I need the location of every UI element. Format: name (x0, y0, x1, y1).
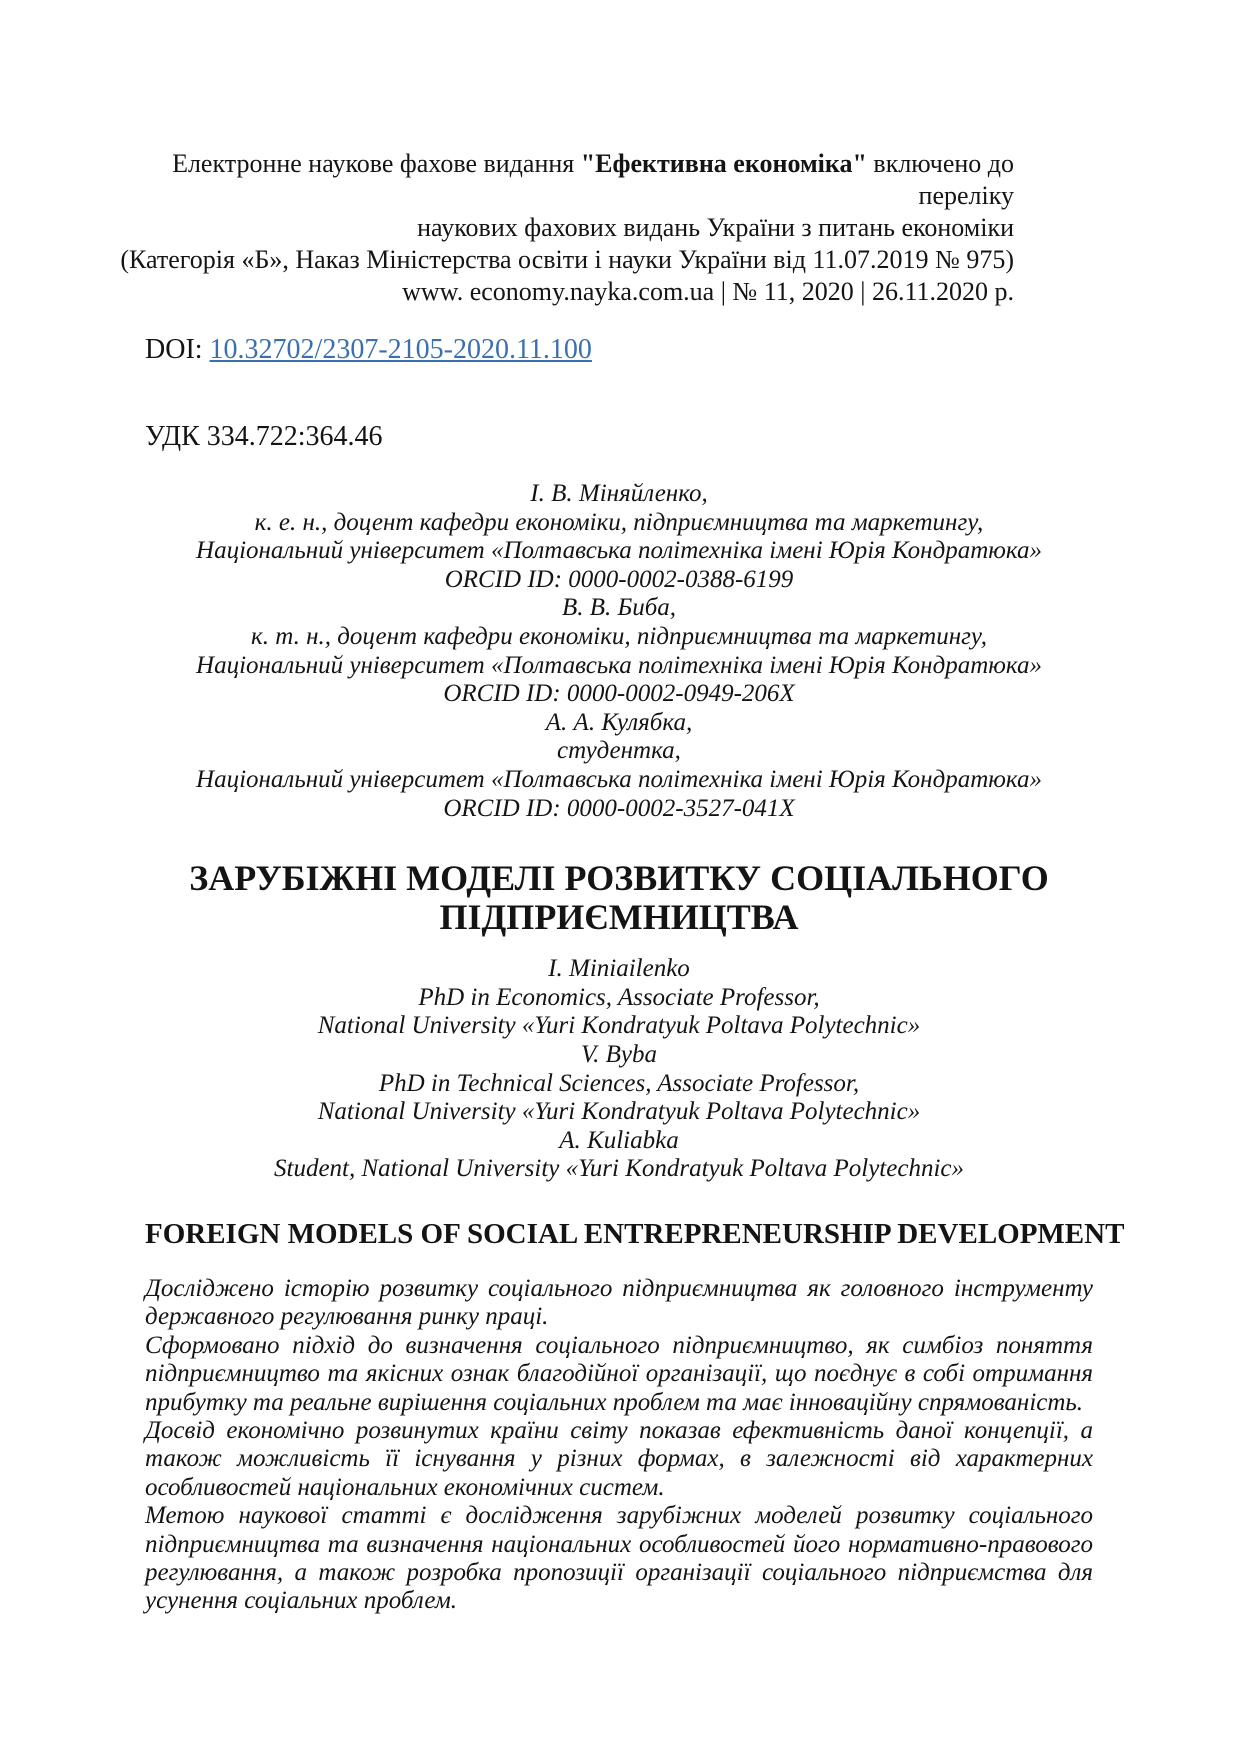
authors-ua-block (145, 480, 1093, 823)
journal-header-line-1-before: Електронне наукове фахове видання (172, 149, 581, 178)
authors-en-block (145, 955, 1093, 1184)
journal-header-line-1 (85, 148, 1014, 212)
article-title-ua-line-1: ЗАРУБІЖНІ МОДЕЛІ РОЗВИТКУ СОЦІАЛЬНОГО (189, 858, 1049, 899)
author-en-name: A. Kuliabka (559, 1126, 679, 1154)
journal-name: "Ефективна економіка" (580, 149, 867, 178)
author-ua-affiliation: Національний університет «Полтавська політехніка імені Юрія Кондратюка» (196, 765, 1042, 793)
author-ua-degree: студентка, (557, 737, 681, 765)
doi-label: DOI: (145, 334, 203, 365)
author-ua-degree: к. т. н., доцент кафедри економіки, підприємництва та маркетингу, (251, 622, 987, 650)
author-ua-degree: к. е. н., доцент кафедри економіки, підприємництва та маркетингу, (254, 508, 984, 536)
author-ua-affiliation: Національний університет «Полтавська політехніка імені Юрія Кондратюка» (196, 537, 1042, 565)
author-ua-orcid: ORCID ID: 0000-0002-0949-206X (443, 680, 795, 708)
doi-link[interactable]: 10.32702/2307-2105-2020.11.100 (209, 334, 592, 365)
journal-header-line-2: наукових фахових видань України з питань економіки (417, 213, 1014, 242)
author-en-affiliation: National University «Yuri Kondratyuk Poltava Polytechnic» (317, 1012, 921, 1040)
journal-header-line-1-after: включено до переліку (866, 149, 1014, 210)
article-title-ua-line-2: ПІДПРИЄМНИЦТВА (439, 897, 799, 938)
author-en-degree: PhD in Technical Sciences, Associate Professor, (378, 1069, 860, 1097)
author-ua-orcid: ORCID ID: 0000-0002-0388-6199 (444, 565, 794, 593)
author-en-affiliation: National University «Yuri Kondratyuk Poltava Polytechnic» (317, 1098, 921, 1126)
author-ua-orcid: ORCID ID: 0000-0002-3527-041X (443, 794, 795, 822)
author-ua-name: А. А. Кулябка, (545, 708, 693, 736)
abstract-paragraph: Досліджено історію розвитку соціального підприємництва як головного інструменту державного регулювання ринку праці. (145, 1274, 1093, 1331)
author-en-name: V. Byba (581, 1040, 657, 1068)
journal-header-line-3: (Категорія «Б», Наказ Міністерства освіти і науки України від 11.07.2019 № 975) (120, 245, 1014, 274)
author-en-affiliation: Student, National University «Yuri Kondratyuk Poltava Polytechnic» (274, 1155, 964, 1183)
author-en-name: I. Miniailenko (548, 955, 690, 983)
abstract-paragraph: Досвід економічно розвинутих країни світу показав ефективність даної концепції, а також можливість її існування у різних формах, в залежності від характерних особливостей національних економічних систем. (145, 1416, 1093, 1501)
author-ua-name: І. В. Міняйленко, (530, 480, 708, 507)
journal-header-line-4: www. economy.nayka.com.ua | № 11, 2020 | 26.11.2020 р. (402, 277, 1014, 306)
author-ua-affiliation: Національний університет «Полтавська політехніка імені Юрія Кондратюка» (196, 651, 1042, 679)
author-ua-name: В. В. Биба, (561, 594, 677, 622)
udc-line: УДК 334.722:364.46 (145, 421, 383, 452)
article-title-ua (145, 859, 1093, 937)
abstract-block (145, 1275, 1093, 1616)
author-en-degree: PhD in Economics, Associate Professor, (418, 983, 820, 1011)
article-title-en: FOREIGN MODELS OF SOCIAL ENTREPRENEURSHIP DEVELOPMENT (145, 1217, 1125, 1250)
abstract-paragraph: Метою наукової статті є дослідження зарубіжних моделей розвитку соціального підприємництва та визначення національних особливостей його нормативно-правового регулювання, а також розробка пропозиції організації соціального підприємства для усунення соціальних проблем. (145, 1502, 1093, 1615)
doi-line (145, 334, 1093, 366)
journal-header (85, 148, 1014, 308)
abstract-paragraph: Сформовано підхід до визначення соціального підприємництво, як симбіоз поняття підприємництво та якісних ознак благодійної організації, що поєднує в собі отримання прибутку та реальне вирішення соціальних проблем та має інноваційну спрямованість. (145, 1331, 1093, 1416)
